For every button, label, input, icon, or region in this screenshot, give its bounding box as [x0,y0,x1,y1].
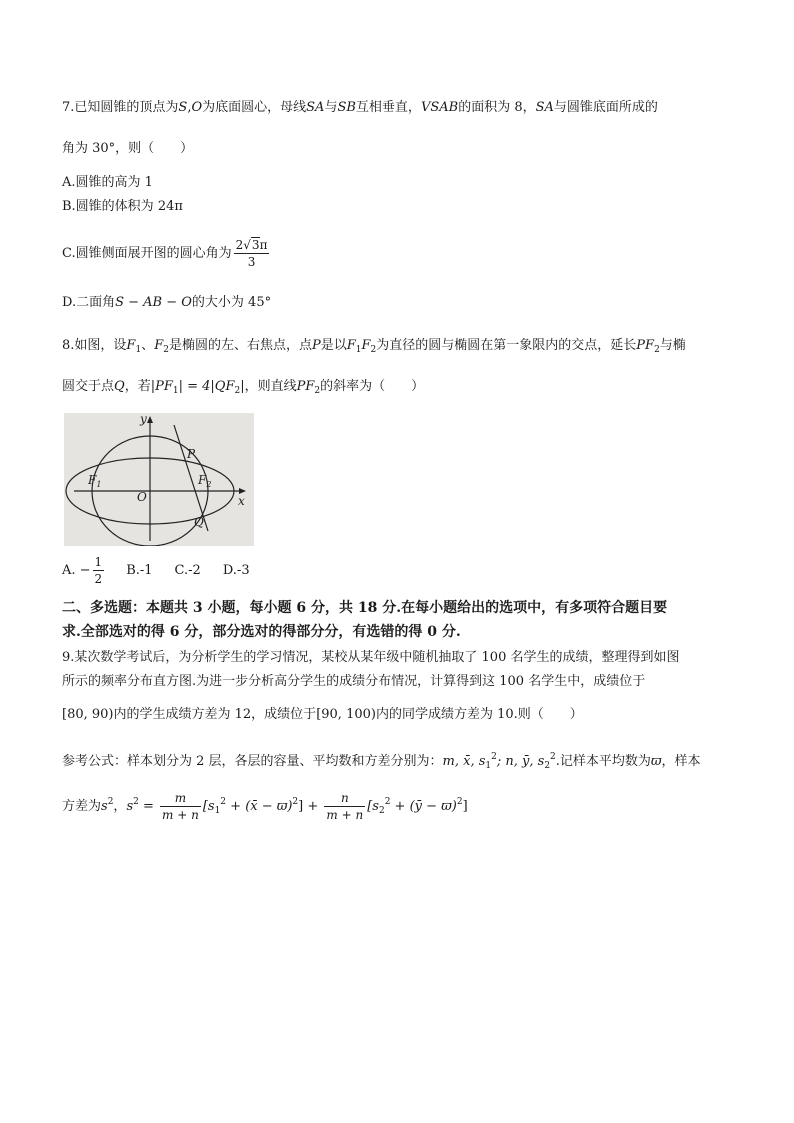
q8-abs-mid: | = 4|QF [178,379,235,394]
q9-formula-sup: 2 [456,797,463,807]
q8-text: 为直径的圆与椭圆在第一象限内的交点，延长 [376,338,637,353]
q8-option-a-prefix: A. − [62,563,91,578]
q9-formula-sup: 2 [292,797,299,807]
q9-ref-sup: 2 [491,752,497,762]
label-o: O [137,490,147,504]
q7-option-d-text: D.二面角 [62,295,116,310]
q7-option-c [62,236,271,272]
q8-text: 的斜率为（ ） [320,379,425,394]
q8-line2 [62,378,424,400]
q8-sub: 1 [355,345,362,355]
frac-numerator: 1 [94,555,103,569]
q8-var: PF [296,379,315,394]
q9-formula-term: [s [367,799,379,814]
q8-text: 是椭圆的左、右焦点，点 [168,338,312,353]
q7-text: 互相垂直， [355,100,421,115]
q8-abs-lhs: |PF [150,379,173,394]
q9-ref-text: ，样本 [661,754,701,769]
label-f1-sub: 1 [96,480,102,489]
q9-formula-sup: 2 [220,797,227,807]
q8-text: 是以 [320,338,347,353]
q7-var-sa: SA [306,100,325,115]
q8-option-c: C.-2 [174,563,201,578]
q9-line1: 9.某次数学考试后，为分析学生的学习情况，某校从某年级中随机抽取了 100 名学生的成绩，整理得到如图 [62,650,680,665]
label-f1 [87,473,101,489]
q7-text: 7.已知圆锥的顶点为 [62,100,179,115]
q7-var-sa: SA [535,100,554,115]
q9-formula-text: 方差为 [62,799,102,814]
frac-denominator: m + n [162,808,199,822]
q7-line1 [62,99,658,117]
frac-numerator: m [160,790,201,807]
frac-denominator: m + n [326,808,364,822]
section2-heading-line2: 求.全部选对的得 6 分，部分选对的得部分分，有选错的得 0 分. [62,624,461,640]
q8-var: F [126,338,136,353]
q8-sub: 2 [654,345,660,355]
q9-formula-fraction-2 [324,790,365,823]
label-f1-main: F [88,473,97,487]
q8-sub: 1 [135,345,142,355]
q9-formula-sup: 2 [384,797,391,807]
q8-option-d: D.-3 [222,563,250,578]
q8-options [62,553,250,589]
q9-formula-term: + (x̄ − ϖ) [226,799,293,814]
q8-line1 [62,337,686,359]
q9-text: 内的学生成绩方差为 12，成绩位于 [113,707,317,722]
q9-formula-text: ， [113,799,127,814]
q7-var-o: O [191,100,203,115]
q9-ref-text: 参考公式：样本划分为 2 层，各层的容量、平均数和方差分别为： [62,754,443,769]
q7-text: 与圆锥底面所成的 [553,100,658,115]
q7-var-sb: SB [337,100,356,115]
q7-comma: , [187,100,192,115]
q9-ref-sub: 2 [544,761,551,771]
q8-sub: 2 [314,386,321,396]
q8-var: P [311,338,321,353]
q7-option-c-text: C.圆锥侧面展开图的圆心角为 [62,246,232,261]
q7-option-b: B.圆锥的体积为 24π [62,199,183,214]
q8-sub: 2 [234,386,241,396]
q7-text: 的面积为 8， [458,100,536,115]
frac-radicand: 3 [251,238,260,252]
q9-formula-var: s [126,799,134,814]
q9-formula-sup: 2 [107,797,114,807]
label-p: P [187,447,196,461]
q7-var-s: S [178,100,188,115]
q8-text: ，则直线 [244,379,297,394]
frac-pi: π [259,238,268,252]
q8-text: 圆交于点 [62,379,115,394]
frac-denominator: 3 [247,255,256,269]
q7-var-triangle: VSAB [420,100,459,115]
q9-formula-var: s [101,799,108,814]
q9-text: 内的同学成绩方差为 10.则（ ） [375,707,583,722]
q8-var: PF [636,338,655,353]
frac-coef: 2 [235,238,244,252]
q7-option-d [62,294,271,312]
ellipse-circle-figure [64,413,254,546]
q9-formula-term: [s [202,799,215,814]
q8-sub: 2 [163,345,169,355]
q9-formula-sub: 1 [214,806,221,816]
label-y: y [140,413,147,426]
q9-formula-text: + [303,799,323,814]
q8-text: 与椭 [659,338,686,353]
q8-option-a-fraction [93,554,105,587]
y-axis-arrow-icon [147,416,153,423]
q9-ref-omega: ϖ [650,754,662,769]
label-q: Q [194,515,204,529]
q9-ref-vars: ; n, ȳ, s [496,754,545,769]
q8-var: F [154,338,164,353]
label-x: x [238,494,245,508]
q8-text: ，若 [124,379,151,394]
q8-text: 8.如图，设 [62,338,127,353]
q8-sub: 2 [370,345,377,355]
q7-text: 与 [324,100,338,115]
q7-option-a: A.圆锥的高为 1 [62,175,153,190]
label-f2 [197,473,211,489]
q9-formula-line [62,784,468,829]
q9-formula-bracket: ] [298,799,304,814]
q8-sub: 1 [172,386,179,396]
q9-ref-text: .记样本平均数为 [555,754,651,769]
q9-formula-bracket: ] [462,799,468,814]
label-f2-main: F [198,473,207,487]
q9-formula-sub: 2 [378,806,385,816]
q9-ref-sub: 1 [485,761,492,771]
q8-var: F [361,338,371,353]
q7-option-c-fraction: $\frac{2√3\pi}{3}$ [235,238,268,269]
q9-formula-fraction-1 [160,790,201,823]
q9-interval-1: [80, 90) [62,707,114,722]
q9-formula-term: + (ȳ − ϖ) [390,799,457,814]
frac-denominator: 2 [94,572,103,586]
frac-numerator: n [324,790,365,807]
q9-ref-sup: 2 [550,752,556,762]
q9-ref-vars: m, x̄, s [442,754,486,769]
q9-reference-line [62,748,701,775]
q7-option-d-expr: S − AB − O [115,295,192,310]
q9-interval-2: [90, 100) [316,707,376,722]
q7-text: 为底面圆心，母线 [202,100,307,115]
figure-svg [64,413,254,546]
q9-formula-text: = [138,799,159,814]
q9-formula-sup: 2 [133,797,139,807]
q9-line3 [62,706,583,724]
q8-var: F [346,338,356,353]
section2-heading-line1: 二、多选题：本题共 3 小题，每小题 6 分，共 18 分.在每小题给出的选项中，有多项符合题目要 [62,600,668,616]
q7-option-d-text: 的大小为 45° [191,295,272,310]
q9-line2: 所示的频率分布直方图.为进一步分析高分学生的成绩分布情况，计算得到这 100 名学生中，成绩位于 [62,674,646,689]
q8-var: Q [114,379,125,394]
label-f2-sub: 2 [206,480,212,489]
q8-option-b: B.-1 [126,563,153,578]
q8-abs-end: | [240,379,245,394]
q7-line2: 角为 30°，则（ ） [62,141,194,156]
q8-text: 、 [141,338,155,353]
